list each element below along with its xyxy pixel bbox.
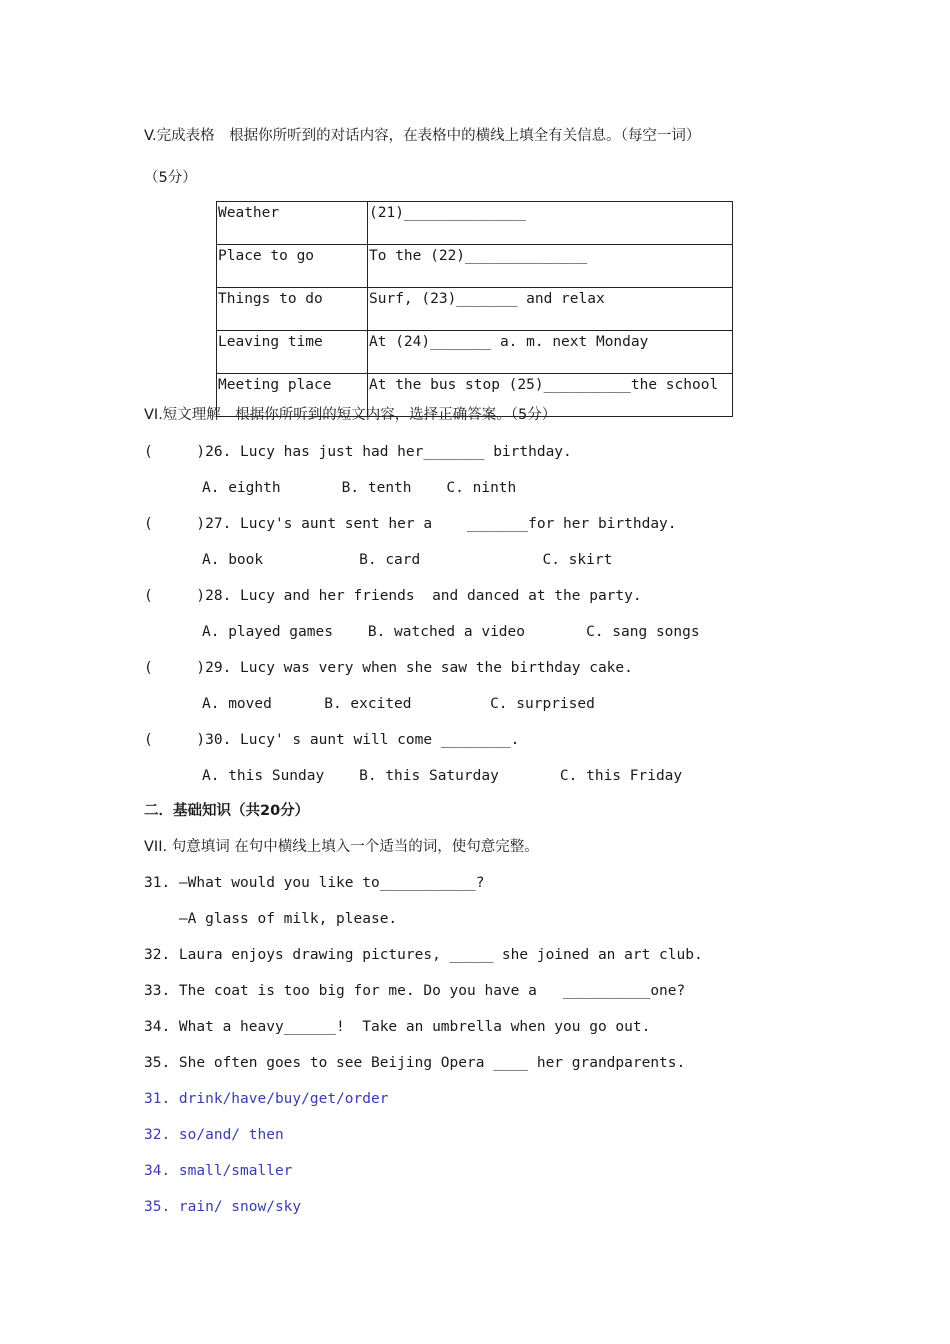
item-31-reply: —A glass of milk, please.: [144, 911, 398, 927]
options-28: A. played games B. watched a video C. sang songs: [202, 624, 700, 640]
row-value: To the (22)______________: [368, 245, 733, 288]
item-32: 32. Laura enjoys drawing pictures, _____ she joined an art club.: [144, 947, 703, 963]
options-27: A. book B. card C. skirt: [202, 552, 613, 568]
section6-heading: VI.短文理解 根据你所听到的短文内容，选择正确答案。（5分）: [144, 407, 557, 423]
item-33: 33. The coat is too big for me. Do you have a __________one?: [144, 983, 686, 999]
row-value: At the bus stop (25)__________the school: [368, 374, 733, 417]
options-26: A. eighth B. tenth C. ninth: [202, 480, 517, 496]
section7-heading: VII. 句意填词 在句中横线上填入一个适当的词，使句意完整。: [144, 839, 539, 855]
question-30: ( )30. Lucy' s aunt will come ________.: [144, 732, 520, 748]
table-row: [217, 202, 733, 245]
question-27: ( )27. Lucy's aunt sent her a _______for her birthday.: [144, 516, 677, 532]
row-label: Place to go: [217, 245, 368, 288]
table-row: [217, 331, 733, 374]
row-value: (21)______________: [368, 202, 733, 245]
item-31: 31. —What would you like to___________?: [144, 875, 485, 891]
part2-heading: 二．基础知识（共20分）: [144, 803, 310, 819]
answer-31: 31. drink/have/buy/get/order: [144, 1091, 389, 1107]
answer-34: 34. small/smaller: [144, 1163, 293, 1179]
item-34: 34. What a heavy______! Take an umbrella when you go out.: [144, 1019, 651, 1035]
table-row: [217, 288, 733, 331]
row-value: Surf, (23)_______ and relax: [368, 288, 733, 331]
row-value: At (24)_______ a. m. next Monday: [368, 331, 733, 374]
row-label: Weather: [217, 202, 368, 245]
question-28: ( )28. Lucy and her friends and danced at the party.: [144, 588, 642, 604]
row-label: Leaving time: [217, 331, 368, 374]
options-29: A. moved B. excited C. surprised: [202, 696, 595, 712]
row-label: Meeting place: [217, 374, 368, 417]
question-29: ( )29. Lucy was very when she saw the birthday cake.: [144, 660, 633, 676]
options-30: A. this Sunday B. this Saturday C. this Friday: [202, 768, 683, 784]
row-label: Things to do: [217, 288, 368, 331]
answer-35: 35. rain/ snow/sky: [144, 1199, 302, 1215]
answer-32: 32. so/and/ then: [144, 1127, 284, 1143]
section5-score: （5分）: [144, 170, 197, 186]
info-table: [216, 201, 733, 417]
item-35: 35. She often goes to see Beijing Opera ____ her grandparents.: [144, 1055, 686, 1071]
table-row: [217, 245, 733, 288]
section5-heading: V.完成表格 根据你所听到的对话内容，在表格中的横线上填全有关信息。（每空一词）: [144, 128, 701, 144]
question-26: ( )26. Lucy has just had her_______ birthday.: [144, 444, 572, 460]
